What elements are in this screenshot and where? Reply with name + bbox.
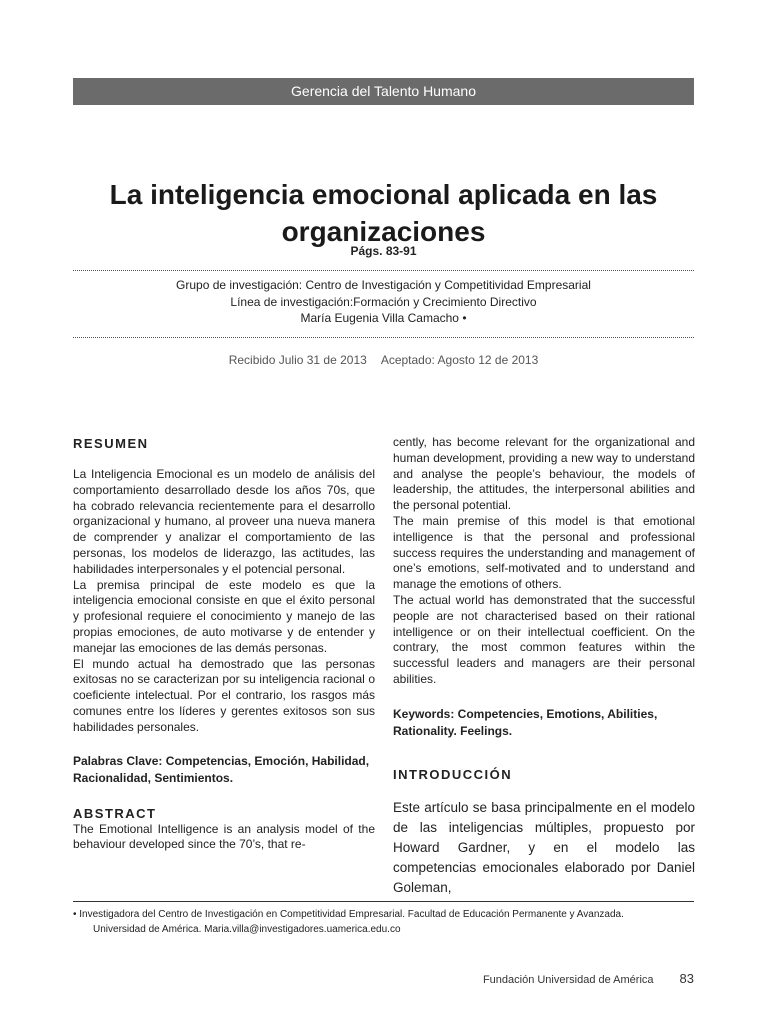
footnote-rule <box>73 901 694 902</box>
resumen-keywords: Palabras Clave: Competencias, Emoción, Habilidad, Racionalidad, Sentimientos. <box>73 753 370 785</box>
title-line-2: organizaciones <box>281 216 486 247</box>
resumen-paragraph-2: La premisa principal de este modelo es que la inteligencia emocional consiste en que el éxito personal y profesional requiere el conocimiento y manejo de las propias emociones, de auto motivarse y de entender y manejar las emociones de las demás personas. <box>73 577 375 655</box>
left-column <box>73 436 375 853</box>
abstract-paragraph-1-continued: cently, has become relevant for the organizational and human development, providing a new way to understand and analyse the people’s behaviour, the models of leadership, the attitudes, the interpersonal abilities and the personal potential. <box>393 435 695 513</box>
section-banner <box>73 78 694 105</box>
research-line: Línea de investigación:Formación y Crecimiento Directivo <box>230 294 537 309</box>
footnote <box>73 907 713 937</box>
page-footer <box>430 971 694 986</box>
resumen-paragraph-3: El mundo actual ha demostrado que las personas exitosas no se caracterizan por su inteligencia racional o coeficiente intelectual. Por el contrario, los rasgos más comunes entre los líderes y gerentes exitosos son sus habilidades personales. <box>73 656 375 734</box>
title-line-1: La inteligencia emocional aplicada en las <box>109 179 658 210</box>
abstract-keywords: Keywords: Competencies, Emotions, Abilities, Rationality. Feelings. <box>393 706 658 738</box>
introduccion-paragraph: Este artículo se basa principalmente en el modelo de las inteligencias múltiples, propuesto por Howard Gardner, y en el modelo las competencias emocionales elaborado por Daniel Goleman, <box>393 799 695 895</box>
article-title <box>73 176 694 250</box>
dotted-divider-top <box>73 270 694 271</box>
publisher-name: Fundación Universidad de América <box>482 974 654 986</box>
research-group: Grupo de investigación: Centro de Investigación y Competitividad Empresarial <box>176 278 591 292</box>
abstract-paragraph-3: The actual world has demonstrated that the successful people are not characterised based on their rational intelligence or on their intellectual coefficient. On the contrary, the most common features within the successful leaders and managers are their personal abilities. <box>393 592 695 686</box>
resumen-paragraph-1: La Inteligencia Emocional es un modelo de análisis del comportamiento desarrollado desde los años 70s, que ha cobrado relevancia recientemente para el desarrollo organizacional y humano, al proveer una nueva manera de comprender y analizar el comportamiento de las personas, los modelos de liderazgo, las actitudes, las habilidades interpersonales y el potencial personal. <box>73 467 375 576</box>
footnote-line-2: Universidad de América. Maria.villa@investigadores.uamerica.edu.co <box>93 924 401 935</box>
abstract-heading: ABSTRACT <box>73 805 157 821</box>
author-name: María Eugenia Villa Camacho • <box>300 311 467 325</box>
page-number: 83 <box>679 971 694 986</box>
accepted-date: Aceptado: Agosto 12 de 2013 <box>380 353 539 367</box>
section-title: Gerencia del Talento Humano <box>291 83 476 99</box>
dotted-divider-bottom <box>73 337 694 338</box>
received-date: Recibido Julio 31 de 2013 <box>228 353 367 367</box>
resumen-heading: RESUMEN <box>73 436 149 451</box>
abstract-paragraph-1-start: The Emotional Intelligence is an analysis model of the behaviour developed since the 70’s, that re- <box>73 821 375 852</box>
introduccion-heading: INTRODUCCIÓN <box>393 766 513 782</box>
research-info <box>73 277 694 327</box>
right-column <box>393 435 695 898</box>
submission-dates <box>73 353 694 367</box>
abstract-paragraph-2: The main premise of this model is that emotional intelligence is that the personal and professional success requires the understanding and management of one’s emotions, self-motivated and to understand and manage the emotions of others. <box>393 513 695 592</box>
page-range: Págs. 83-91 <box>350 244 417 258</box>
footnote-line-1: • Investigadora del Centro de Investigación en Competitividad Empresarial. Facultad de Educación Permanente y Avanzada. <box>73 909 624 920</box>
